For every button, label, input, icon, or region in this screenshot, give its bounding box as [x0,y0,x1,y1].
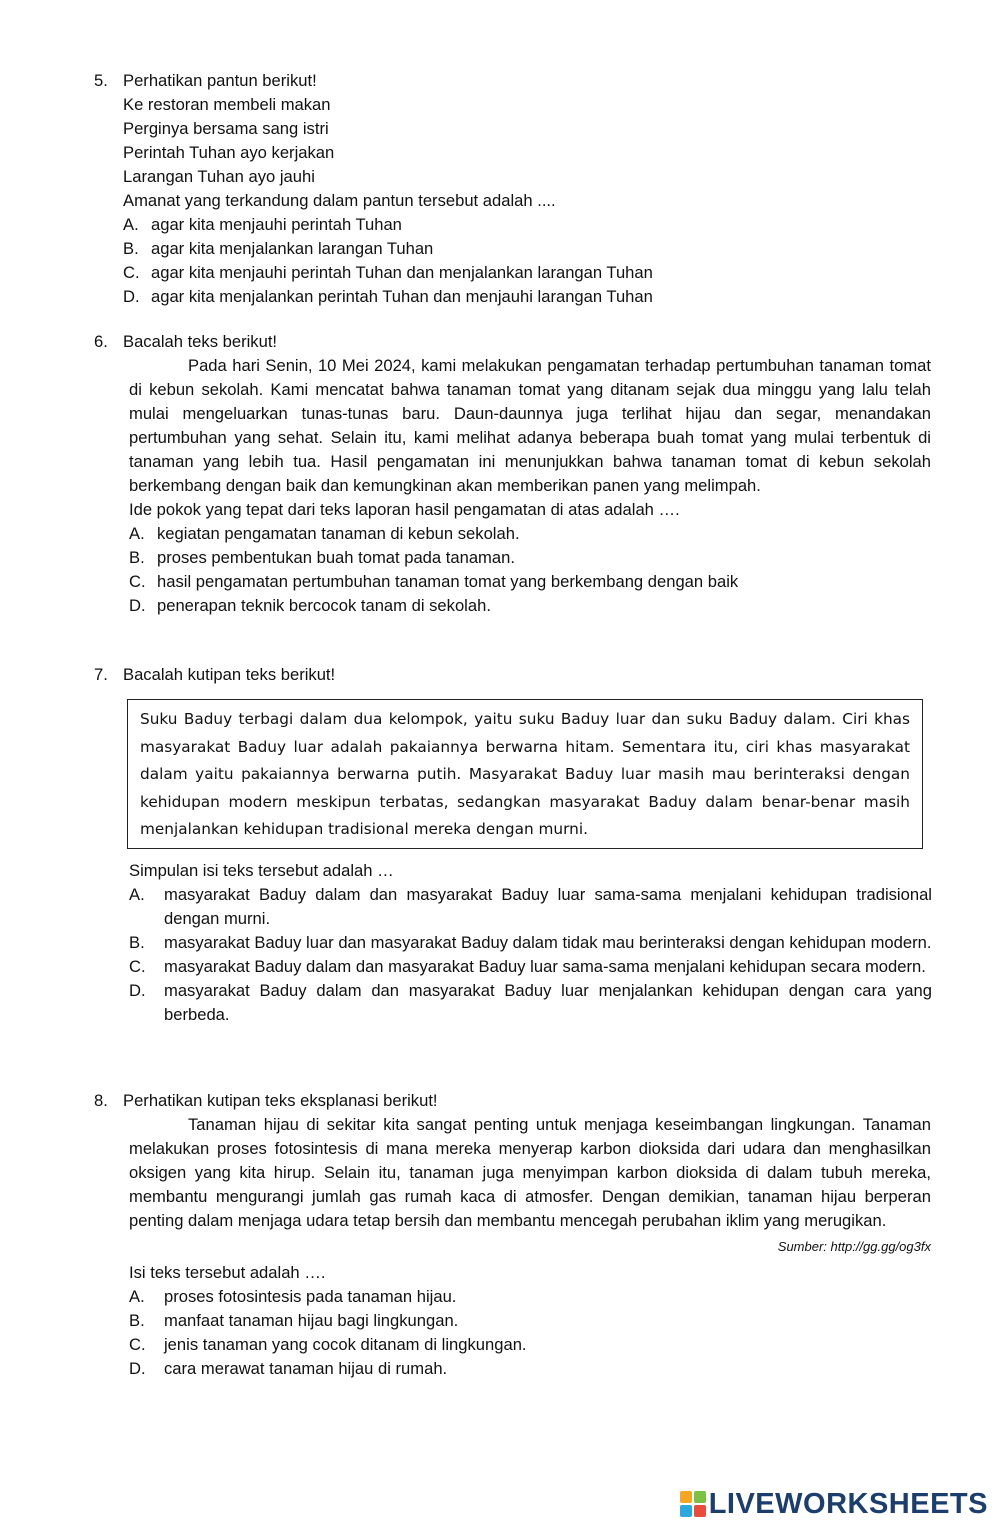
pantun [123,93,932,213]
option-label: D. [123,287,140,306]
option-text: kegiatan pengamatan tanaman di kebun sekolah. [157,524,520,543]
question-stem: Ide pokok yang tepat dari teks laporan hasil pengamatan di atas adalah …. [129,500,680,519]
option-label: D. [129,1359,146,1378]
option-text: manfaat tanaman hijau bagi lingkungan. [164,1311,459,1330]
option-text: proses fotosintesis pada tanaman hijau. [164,1287,457,1306]
question-title: Bacalah teks berikut! [123,332,278,351]
question-title: Perhatikan kutipan teks eksplanasi berikut! [123,1091,438,1110]
option-label: B. [129,932,145,952]
observation-passage: Pada hari Senin, 10 Mei 2024, kami melakukan pengamatan terhadap pertumbuhan tanaman tomat di kebun sekolah. Kami mencatat bahwa tanaman tomat yang ditanam sejak dua minggu yang lalu telah mulai mengeluarkan tunas-tunas baru. Daun-daunnya juga terlihat hijau dan segar, menandakan pertumbuhan yang sehat. Selain itu, kami melihat adanya beberapa buah tomat yang mulai terbentuk di tanaman yang lebih tua. Hasil pengamatan ini menunjukkan bahwa tanaman tomat di kebun sekolah berkembang dengan baik dan kemungkinan akan memberikan panen yang melimpah. [129,356,931,495]
question-stem: Isi teks tersebut adalah …. [129,1263,326,1282]
option-label: D. [129,980,146,1000]
question-number: 8. [94,1091,108,1110]
question-8 [94,1089,932,1381]
option-a[interactable] [129,1285,932,1309]
option-a[interactable] [129,522,932,546]
option-label: D. [129,596,146,615]
option-b[interactable] [129,931,932,955]
question-title: Perhatikan pantun berikut! [123,71,317,90]
pantun-line: Perintah Tuhan ayo kerjakan [123,143,335,162]
option-b[interactable] [123,237,932,261]
option-c[interactable] [129,955,932,979]
pantun-line: Ke restoran membeli makan [123,95,331,114]
question-7 [94,663,932,1027]
question-number: 6. [94,332,108,351]
option-text: masyarakat Baduy dalam dan masyarakat Baduy luar sama-sama menjalani kehidupan secara modern. [164,956,926,976]
option-a[interactable] [123,213,932,237]
option-text: hasil pengamatan pertumbuhan tanaman tomat yang berkembang dengan baik [157,572,739,591]
option-d[interactable] [123,285,932,309]
option-a[interactable] [129,883,932,931]
option-text: agar kita menjalankan larangan Tuhan [151,239,434,258]
source-citation: Sumber: http://gg.gg/og3fx [777,1239,931,1254]
quoted-text-box: Suku Baduy terbagi dalam dua kelompok, yaitu suku Baduy luar dan suku Baduy dalam. Ciri khas masyarakat Baduy luar adalah pakaiannya berwarna hitam. Sementara itu, ciri khas masyarakat dalam yaitu pakaiannya berwarna putih. Masyarakat Baduy luar masih mau berinteraksi dengan kehidupan modern meskipun terbatas, sedangkan masyarakat Baduy dalam benar-benar masih menjalankan kehidupan tradisional mereka dengan murni. [127,699,923,849]
option-text: agar kita menjalankan perintah Tuhan dan menjauhi larangan Tuhan [151,287,653,306]
option-label: B. [129,548,145,567]
explanation-passage: Tanaman hijau di sekitar kita sangat penting untuk menjaga keseimbangan lingkungan. Tanaman melakukan proses fotosintesis di mana mereka menyerap karbon dioksida dari udara dan menghasilkan oksigen yang kita hirup. Selain itu, tanaman juga menyimpan karbon dioksida di dalam tubuh mereka, membantu mengurangi jumlah gas rumah kaca di atmosfer. Dengan demikian, tanaman hijau berperan penting dalam menjaga udara tetap bersih dan membantu mencegah perubahan iklim yang merugikan. [129,1115,931,1230]
liveworksheets-logo [680,1486,988,1522]
option-label: B. [123,239,139,258]
option-c[interactable] [129,570,932,594]
option-text: masyarakat Baduy dalam dan masyarakat Baduy luar sama-sama menjalani kehidupan tradisional dengan murni. [164,884,932,928]
pantun-line: Larangan Tuhan ayo jauhi [123,167,315,186]
option-b[interactable] [129,546,932,570]
option-d[interactable] [129,1357,932,1381]
option-text: masyarakat Baduy dalam dan masyarakat Baduy luar menjalankan kehidupan dengan cara yang berbeda. [164,980,932,1024]
option-b[interactable] [129,1309,932,1333]
logo-square [694,1505,706,1517]
option-label: A. [129,1287,145,1306]
answer-options [123,213,932,309]
answer-options [129,1285,932,1381]
option-text: jenis tanaman yang cocok ditanam di lingkungan. [164,1335,527,1354]
question-stem: Amanat yang terkandung dalam pantun tersebut adalah .... [123,191,556,210]
option-c[interactable] [129,1333,932,1357]
question-5 [94,69,932,309]
logo-text: LIVEWORKSHEETS [708,1488,988,1520]
logo-grid-icon [680,1491,706,1517]
logo-square [680,1491,692,1503]
pantun-line: Perginya bersama sang istri [123,119,329,138]
option-label: B. [129,1311,145,1330]
answer-options [129,883,932,1027]
question-number: 7. [94,665,108,684]
option-text: cara merawat tanaman hijau di rumah. [164,1359,448,1378]
option-label: C. [129,956,146,976]
option-text: masyarakat Baduy luar dan masyarakat Baduy dalam tidak mau berinteraksi dengan kehidupan modern. [164,932,932,952]
option-label: C. [123,263,140,282]
option-c[interactable] [123,261,932,285]
option-d[interactable] [129,979,932,1027]
option-text: proses pembentukan buah tomat pada tanaman. [157,548,515,567]
option-text: penerapan teknik bercocok tanam di sekolah. [157,596,491,615]
logo-square [694,1491,706,1503]
question-6 [94,330,932,618]
option-label: A. [123,215,139,234]
option-label: C. [129,572,146,591]
option-label: C. [129,1335,146,1354]
logo-square [680,1505,692,1517]
option-d[interactable] [129,594,932,618]
option-label: A. [129,524,145,543]
question-stem: Simpulan isi teks tersebut adalah … [129,860,394,880]
option-text: agar kita menjauhi perintah Tuhan [151,215,402,234]
option-label: A. [129,884,145,904]
option-text: agar kita menjauhi perintah Tuhan dan menjalankan larangan Tuhan [151,263,653,282]
question-title: Bacalah kutipan teks berikut! [123,665,336,684]
answer-options [129,522,932,618]
question-number: 5. [94,71,108,90]
